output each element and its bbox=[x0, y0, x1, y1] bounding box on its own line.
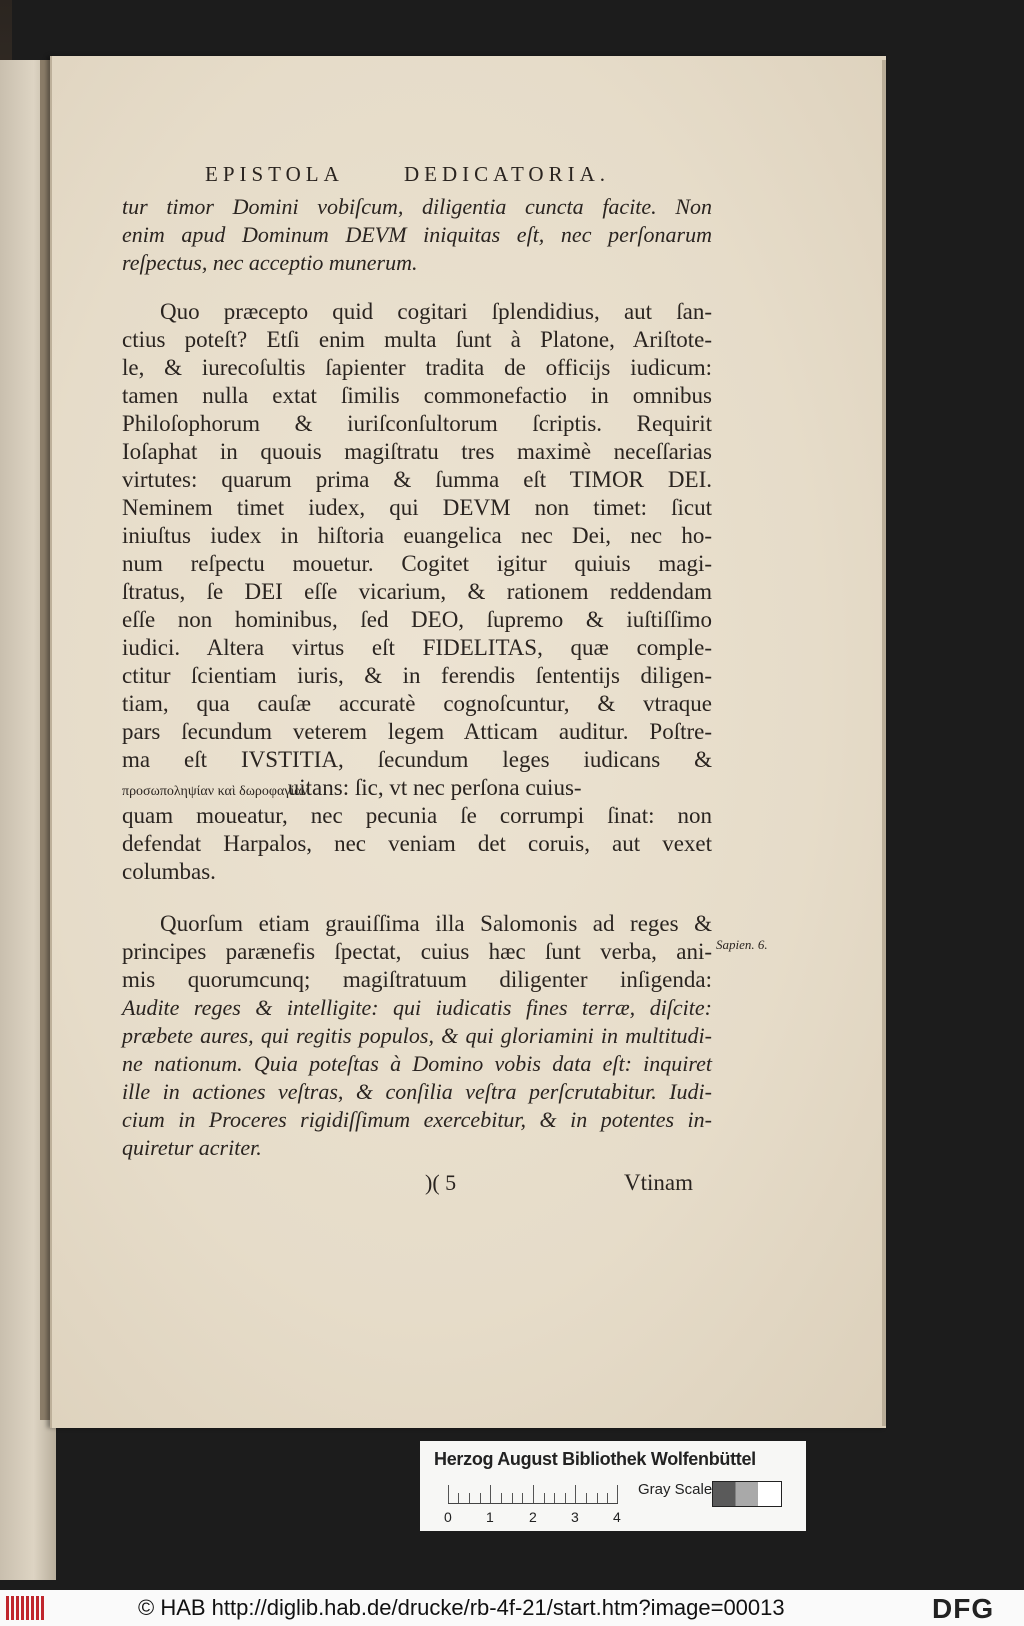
greek-phrase: προσωποληψίαν καὶ δωροφαγίαν bbox=[122, 784, 308, 799]
text-line: Ioſaphat in quouis magiſtratu tres maximè neceſſarias bbox=[122, 439, 712, 464]
text-line: tiam, qua cauſæ accuratè cognoſcuntur, & vtraque bbox=[122, 691, 712, 716]
ruler-number: 0 bbox=[444, 1509, 452, 1525]
text-line: ctius poteſt? Etſi enim multa ſunt à Platone, Ariſtote- bbox=[122, 327, 712, 352]
text-line: tamen nulla extat ſimilis commonefactio in omnibus bbox=[122, 383, 712, 408]
text-line: ctitur ſcientiam iuris, & in ferendis ſententijs diligen- bbox=[122, 663, 712, 688]
ruler-number: 4 bbox=[613, 1509, 621, 1525]
text-line: ne nationum. Quia poteſtas à Domino vobis data eſt: inquiret bbox=[122, 1051, 712, 1076]
text-line: ille in actiones veſtras, & conſilia veſtra perſcrutabitur. Iudi- bbox=[122, 1079, 712, 1104]
text-line-greek bbox=[122, 774, 712, 805]
text-line: principes parænefis ſpectat, cuius hæc ſunt verba, ani- bbox=[122, 939, 712, 964]
gray-scale-swatch bbox=[712, 1481, 782, 1507]
text-line: quiretur acriter. bbox=[122, 1135, 262, 1160]
text-line: tur timor Domini vobiſcum, diligentia cuncta facite. Non bbox=[122, 194, 712, 219]
text-line: num reſpectu mouetur. Cogitet igitur quiuis magi- bbox=[122, 551, 712, 576]
gray-scale-card bbox=[420, 1441, 806, 1531]
gray-scale-label: Gray Scale bbox=[638, 1481, 713, 1498]
text-line-rest: uitans: ſic, vt nec perſona cuius- bbox=[287, 775, 582, 800]
text-line: mis quorumcunq; magiſtratuum diligenter inſigenda: bbox=[122, 967, 712, 992]
ruler-number: 2 bbox=[529, 1509, 537, 1525]
text-line: virtutes: quarum prima & ſumma eſt TIMOR DEI. bbox=[122, 467, 712, 492]
text-line: Neminem timet iudex, qui DEVM non timet: ſicut bbox=[122, 495, 712, 520]
text-line: Audite reges & intelligite: qui iudicatis fines terræ, diſcite: bbox=[122, 995, 712, 1020]
marginal-note: Sapien. 6. bbox=[716, 937, 768, 952]
text-line: le, & iurecoſultis ſapienter tradita de officijs iudicum: bbox=[122, 355, 712, 380]
signature-mark: )( 5 bbox=[425, 1170, 457, 1195]
text-line: præbete aures, qui regitis populos, & qui gloriamini in multitudi- bbox=[122, 1023, 712, 1048]
footer-bar bbox=[0, 1590, 1024, 1626]
text-line: ma eſt IVSTITIA, ſecundum leges iudicans & bbox=[122, 747, 712, 772]
page-edge bbox=[882, 60, 886, 1426]
text-line: ſtratus, ſe DEI eſſe vicarium, & rationem reddendam bbox=[122, 579, 712, 604]
text-line: defendat Harpalos, nec veniam det coruis, aut vexet bbox=[122, 831, 712, 856]
ruler bbox=[448, 1481, 618, 1504]
catchword: Vtinam bbox=[624, 1170, 693, 1195]
text-line: Philoſophorum & iuriſconſultorum ſcriptis. Requirit bbox=[122, 411, 712, 436]
footer-link[interactable]: © HAB http://diglib.hab.de/drucke/rb-4f-21/start.htm?image=00013 bbox=[138, 1595, 785, 1620]
text-line: Quorſum etiam grauiſſima illa Salomonis ad reges & bbox=[160, 911, 712, 936]
text-line: iudici. Altera virtus eſt FIDELITAS, quæ comple- bbox=[122, 635, 712, 660]
text-line: cium in Proceres rigidiſſimum exercebitur, & in potentes in- bbox=[122, 1107, 712, 1132]
text-line: Quo præcepto quid cogitari ſplendidius, aut ſan- bbox=[160, 299, 712, 324]
ruler-number: 3 bbox=[571, 1509, 579, 1525]
text-line: eſſe non hominibus, ſed DEO, ſupremo & iuſtiſſimo bbox=[122, 607, 712, 632]
text-line: columbas. bbox=[122, 859, 216, 884]
text-line: enim apud Dominum DEVM iniquitas eſt, nec perſonarum bbox=[122, 222, 712, 247]
library-name: Herzog August Bibliothek Wolfenbüttel bbox=[434, 1449, 756, 1469]
running-header: EPISTOLA DEDICATORIA. bbox=[205, 162, 610, 186]
text-line: reſpectus, nec acceptio munerum. bbox=[122, 250, 418, 275]
text-line: iniuſtus iudex in hiſtoria euangelica nec Dei, nec ho- bbox=[122, 523, 712, 548]
text-line: pars ſecundum veterem legem Atticam auditur. Poſtre- bbox=[122, 719, 712, 744]
text-line: quam moueatur, nec pecunia ſe corrumpi ſinat: non bbox=[122, 803, 712, 828]
ruler-number: 1 bbox=[486, 1509, 494, 1525]
hab-logo-icon bbox=[6, 1596, 46, 1620]
dfg-logo: DFG bbox=[932, 1593, 995, 1624]
